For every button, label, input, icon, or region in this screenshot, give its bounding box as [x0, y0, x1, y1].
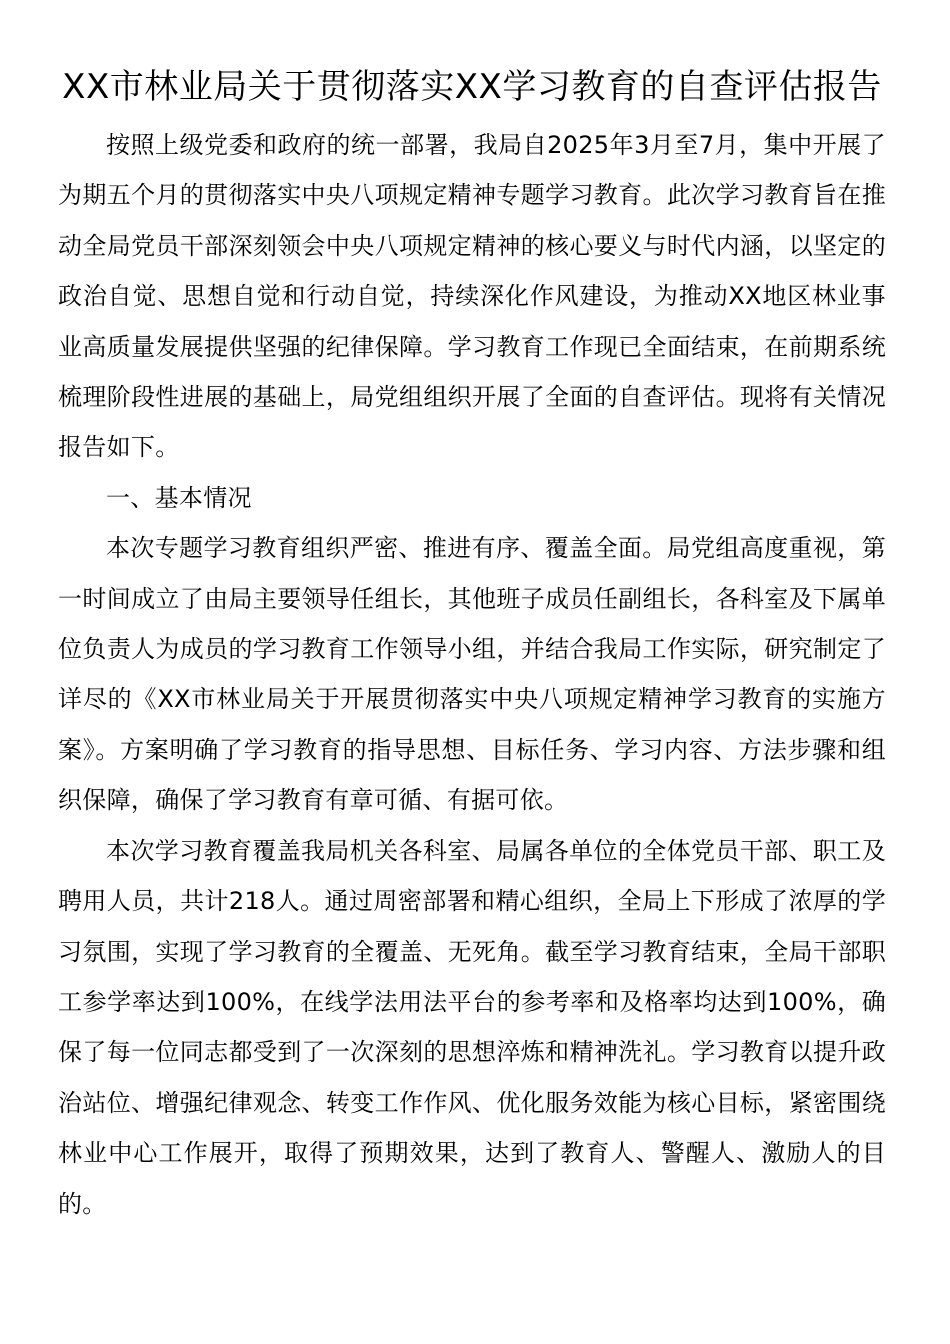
document-body — [58, 120, 886, 1229]
paragraph-organization: 本次专题学习教育组织严密、推进有序、覆盖全面。局党组高度重视，第一时间成立了由局主要领导任组长，其他班子成员任副组长，各科室及下属单位负责人为成员的学习教育工作领导小组，并结合我局工作实际，研究制定了详尽的《XX市林业局关于开展贯彻落实中央八项规定精神学习教育的实施方案》。方案明确了学习教育的指导思想、目标任务、学习内容、方法步骤和组织保障，确保了学习教育有章可循、有据可依。 — [58, 534, 886, 815]
section-heading-basic-situation: 一、基本情况 — [106, 483, 252, 512]
paragraph-intro: 按照上级党委和政府的统一部署，我局自2025年3月至7月，集中开展了为期五个月的贯彻落实中央八项规定精神专题学习教育。此次学习教育旨在推动全局党员干部深刻领会中央八项规定精神的核心要义与时代内涵，以坚定的政治自觉、思想自觉和行动自觉，持续深化作风建设，为推动XX地区林业事业高质量发展提供坚强的纪律保障。学习教育工作现已全面结束，在前期系统梳理阶段性进展的基础上，局党组组织开展了全面的自查评估。现将有关情况报告如下。 — [58, 131, 886, 462]
paragraph-coverage: 本次学习教育覆盖我局机关各科室、局属各单位的全体党员干部、职工及聘用人员，共计218人。通过周密部署和精心组织，全局上下形成了浓厚的学习氛围，实现了学习教育的全覆盖、无死角。截至学习教育结束，全局干部职工参学率达到100%，在线学法用法平台的参考率和及格率均达到100%，确保了每一位同志都受到了一次深刻的思想淬炼和精神洗礼。学习教育以提升政治站位、增强纪律观念、转变工作作风、优化服务效能为核心目标，紧密围绕林业中心工作展开，取得了预期效果，达到了教育人、警醒人、激励人的目的。 — [58, 836, 886, 1218]
document-title: XX市林业局关于贯彻落实XX学习教育的自查评估报告 — [62, 67, 882, 107]
